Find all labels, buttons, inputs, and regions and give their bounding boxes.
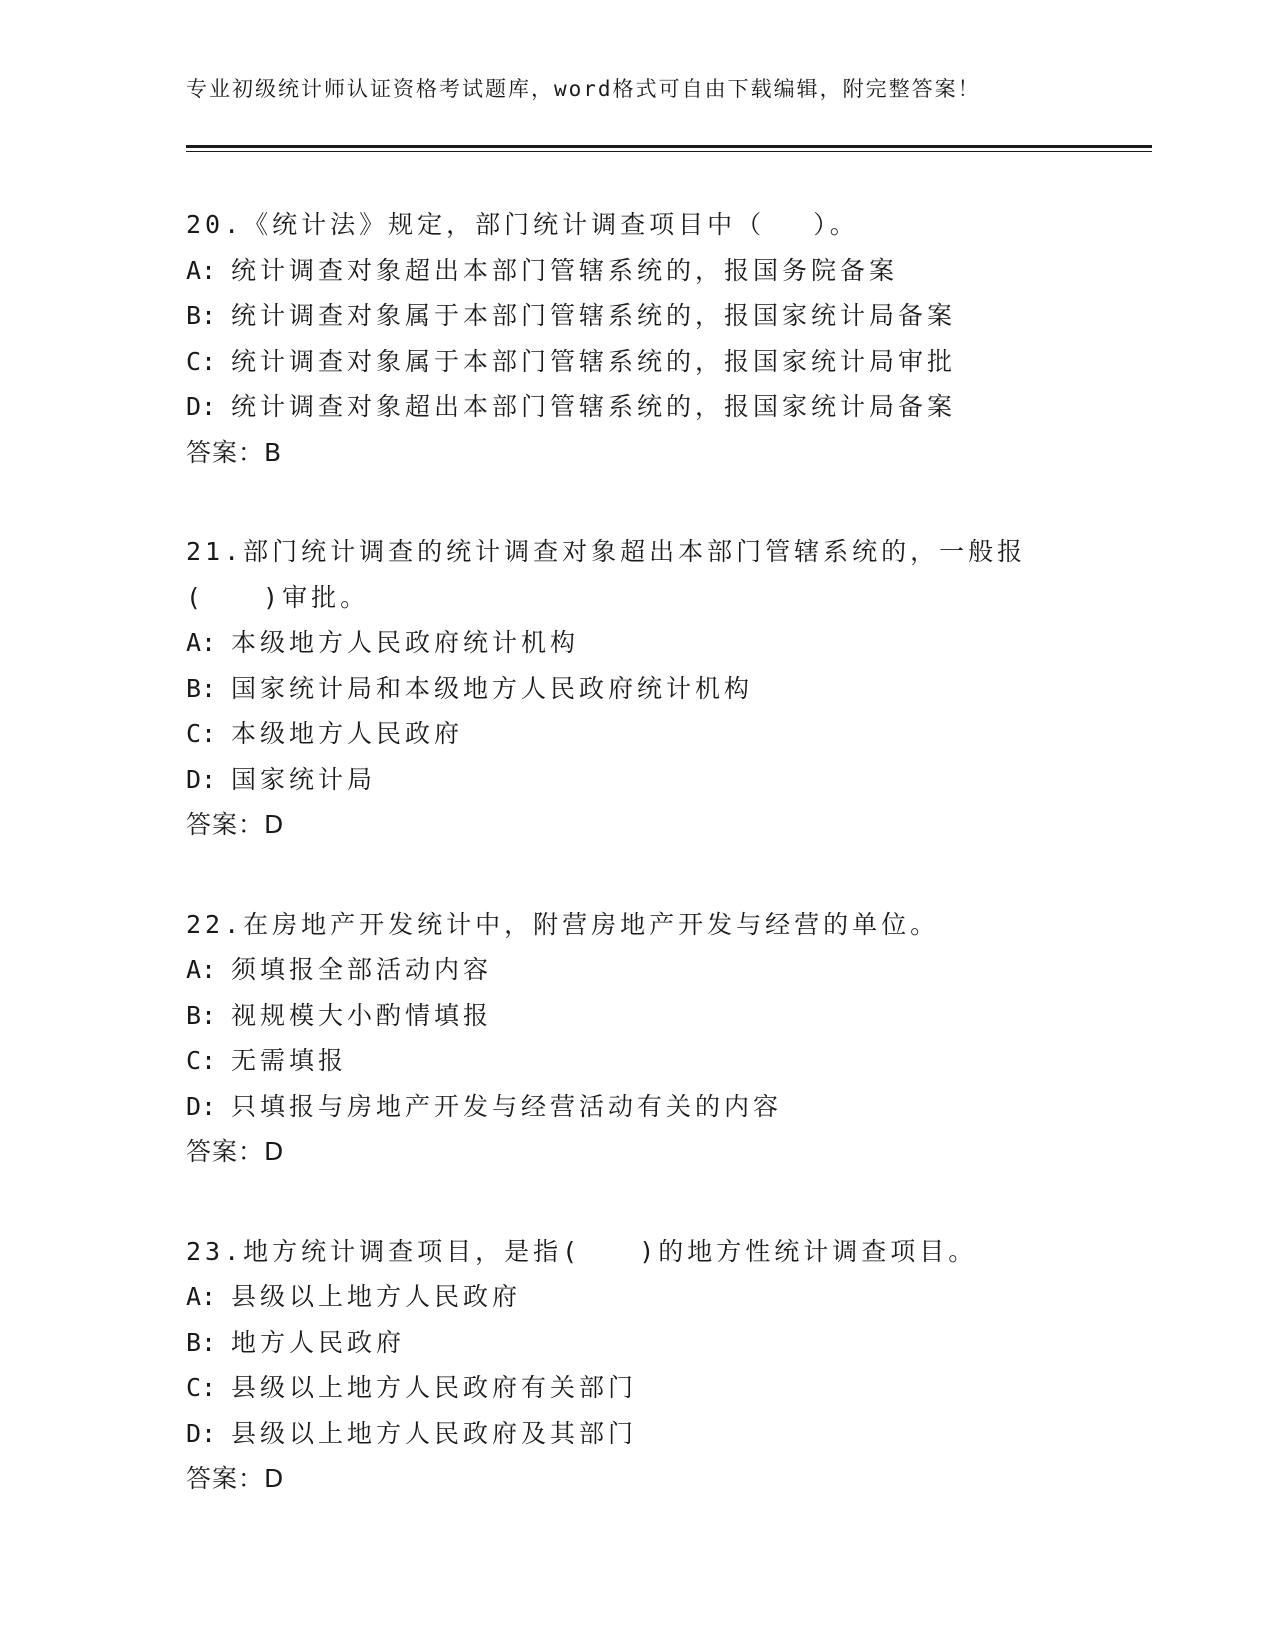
option-a <box>186 947 1146 993</box>
question-stem-continued: ( )审批。 <box>186 582 370 612</box>
option-text: 国家统计局和本级地方人民政府统计机构 <box>231 673 754 703</box>
option-text: 国家统计局 <box>231 764 377 794</box>
option-text: 地方人民政府 <box>231 1327 406 1357</box>
option-text: 统计调查对象超出本部门管辖系统的，报国家统计局备案 <box>231 392 957 421</box>
option-text: 本级地方人民政府 <box>231 719 464 748</box>
answer: 答案：B <box>186 437 283 467</box>
option-text: 县级以上地方人民政府 <box>231 1282 522 1311</box>
page-header: 专业初级统计师认证资格考试题库，word格式可自由下载编辑，附完整答案！ <box>186 77 981 101</box>
question-22 <box>186 902 1146 1175</box>
option-key: A: <box>186 955 217 984</box>
option-key: A: <box>186 628 217 657</box>
option-b <box>186 993 1146 1039</box>
option-a <box>186 620 1146 666</box>
question-stem: 20.《统计法》规定，部门统计调查项目中（ ）。 <box>186 210 859 239</box>
question-stem: 22.在房地产开发统计中，附营房地产开发与经营的单位。 <box>186 909 940 939</box>
option-text: 县级以上地方人民政府有关部门 <box>231 1373 638 1402</box>
option-key: A: <box>186 1282 217 1311</box>
option-text: 只填报与房地产开发与经营活动有关的内容 <box>231 1091 783 1121</box>
answer: 答案：D <box>186 810 285 839</box>
option-b <box>186 1320 1146 1366</box>
option-text: 须填报全部活动内容 <box>231 955 493 984</box>
option-text: 视规模大小酌情填报 <box>231 1000 493 1030</box>
option-b <box>186 666 1146 712</box>
option-key: C: <box>186 1373 217 1402</box>
option-key: C: <box>186 1046 217 1075</box>
option-c <box>186 1038 1146 1084</box>
option-key: D: <box>186 764 217 794</box>
question-stem: 23.地方统计调查项目，是指( )的地方性统计调查项目。 <box>186 1236 978 1266</box>
option-key: D: <box>186 1418 217 1448</box>
option-key: C: <box>186 719 217 748</box>
option-text: 统计调查对象属于本部门管辖系统的，报国家统计局审批 <box>231 346 957 376</box>
header-rule-thick <box>186 145 1152 148</box>
option-text: 统计调查对象超出本部门管辖系统的，报国务院备案 <box>231 255 899 285</box>
option-text: 无需填报 <box>231 1046 348 1075</box>
question-20 <box>186 202 1146 475</box>
option-c <box>186 339 1146 385</box>
option-text: 县级以上地方人民政府及其部门 <box>231 1418 638 1448</box>
option-d <box>186 1084 1146 1130</box>
question-21 <box>186 529 1146 848</box>
option-key: B: <box>186 1327 217 1357</box>
option-b <box>186 293 1146 339</box>
option-d <box>186 1411 1146 1457</box>
answer: 答案：D <box>186 1137 285 1166</box>
option-key: D: <box>186 392 217 421</box>
option-d <box>186 384 1146 430</box>
option-key: B: <box>186 301 217 330</box>
question-stem: 21.部门统计调查的统计调查对象超出本部门管辖系统的，一般报 <box>186 537 1027 566</box>
option-text: 统计调查对象属于本部门管辖系统的，报国家统计局备案 <box>231 301 957 330</box>
option-key: B: <box>186 1000 217 1030</box>
question-23 <box>186 1229 1146 1502</box>
option-text: 本级地方人民政府统计机构 <box>231 628 580 657</box>
option-key: A: <box>186 255 217 285</box>
option-c <box>186 1365 1146 1411</box>
option-a <box>186 248 1146 294</box>
option-key: B: <box>186 673 217 703</box>
option-key: C: <box>186 346 217 376</box>
option-a <box>186 1274 1146 1320</box>
answer: 答案：D <box>186 1464 285 1493</box>
option-c <box>186 711 1146 757</box>
header-rule-thin <box>186 151 1152 152</box>
question-list <box>186 202 1146 1556</box>
option-d <box>186 757 1146 803</box>
option-key: D: <box>186 1091 217 1121</box>
